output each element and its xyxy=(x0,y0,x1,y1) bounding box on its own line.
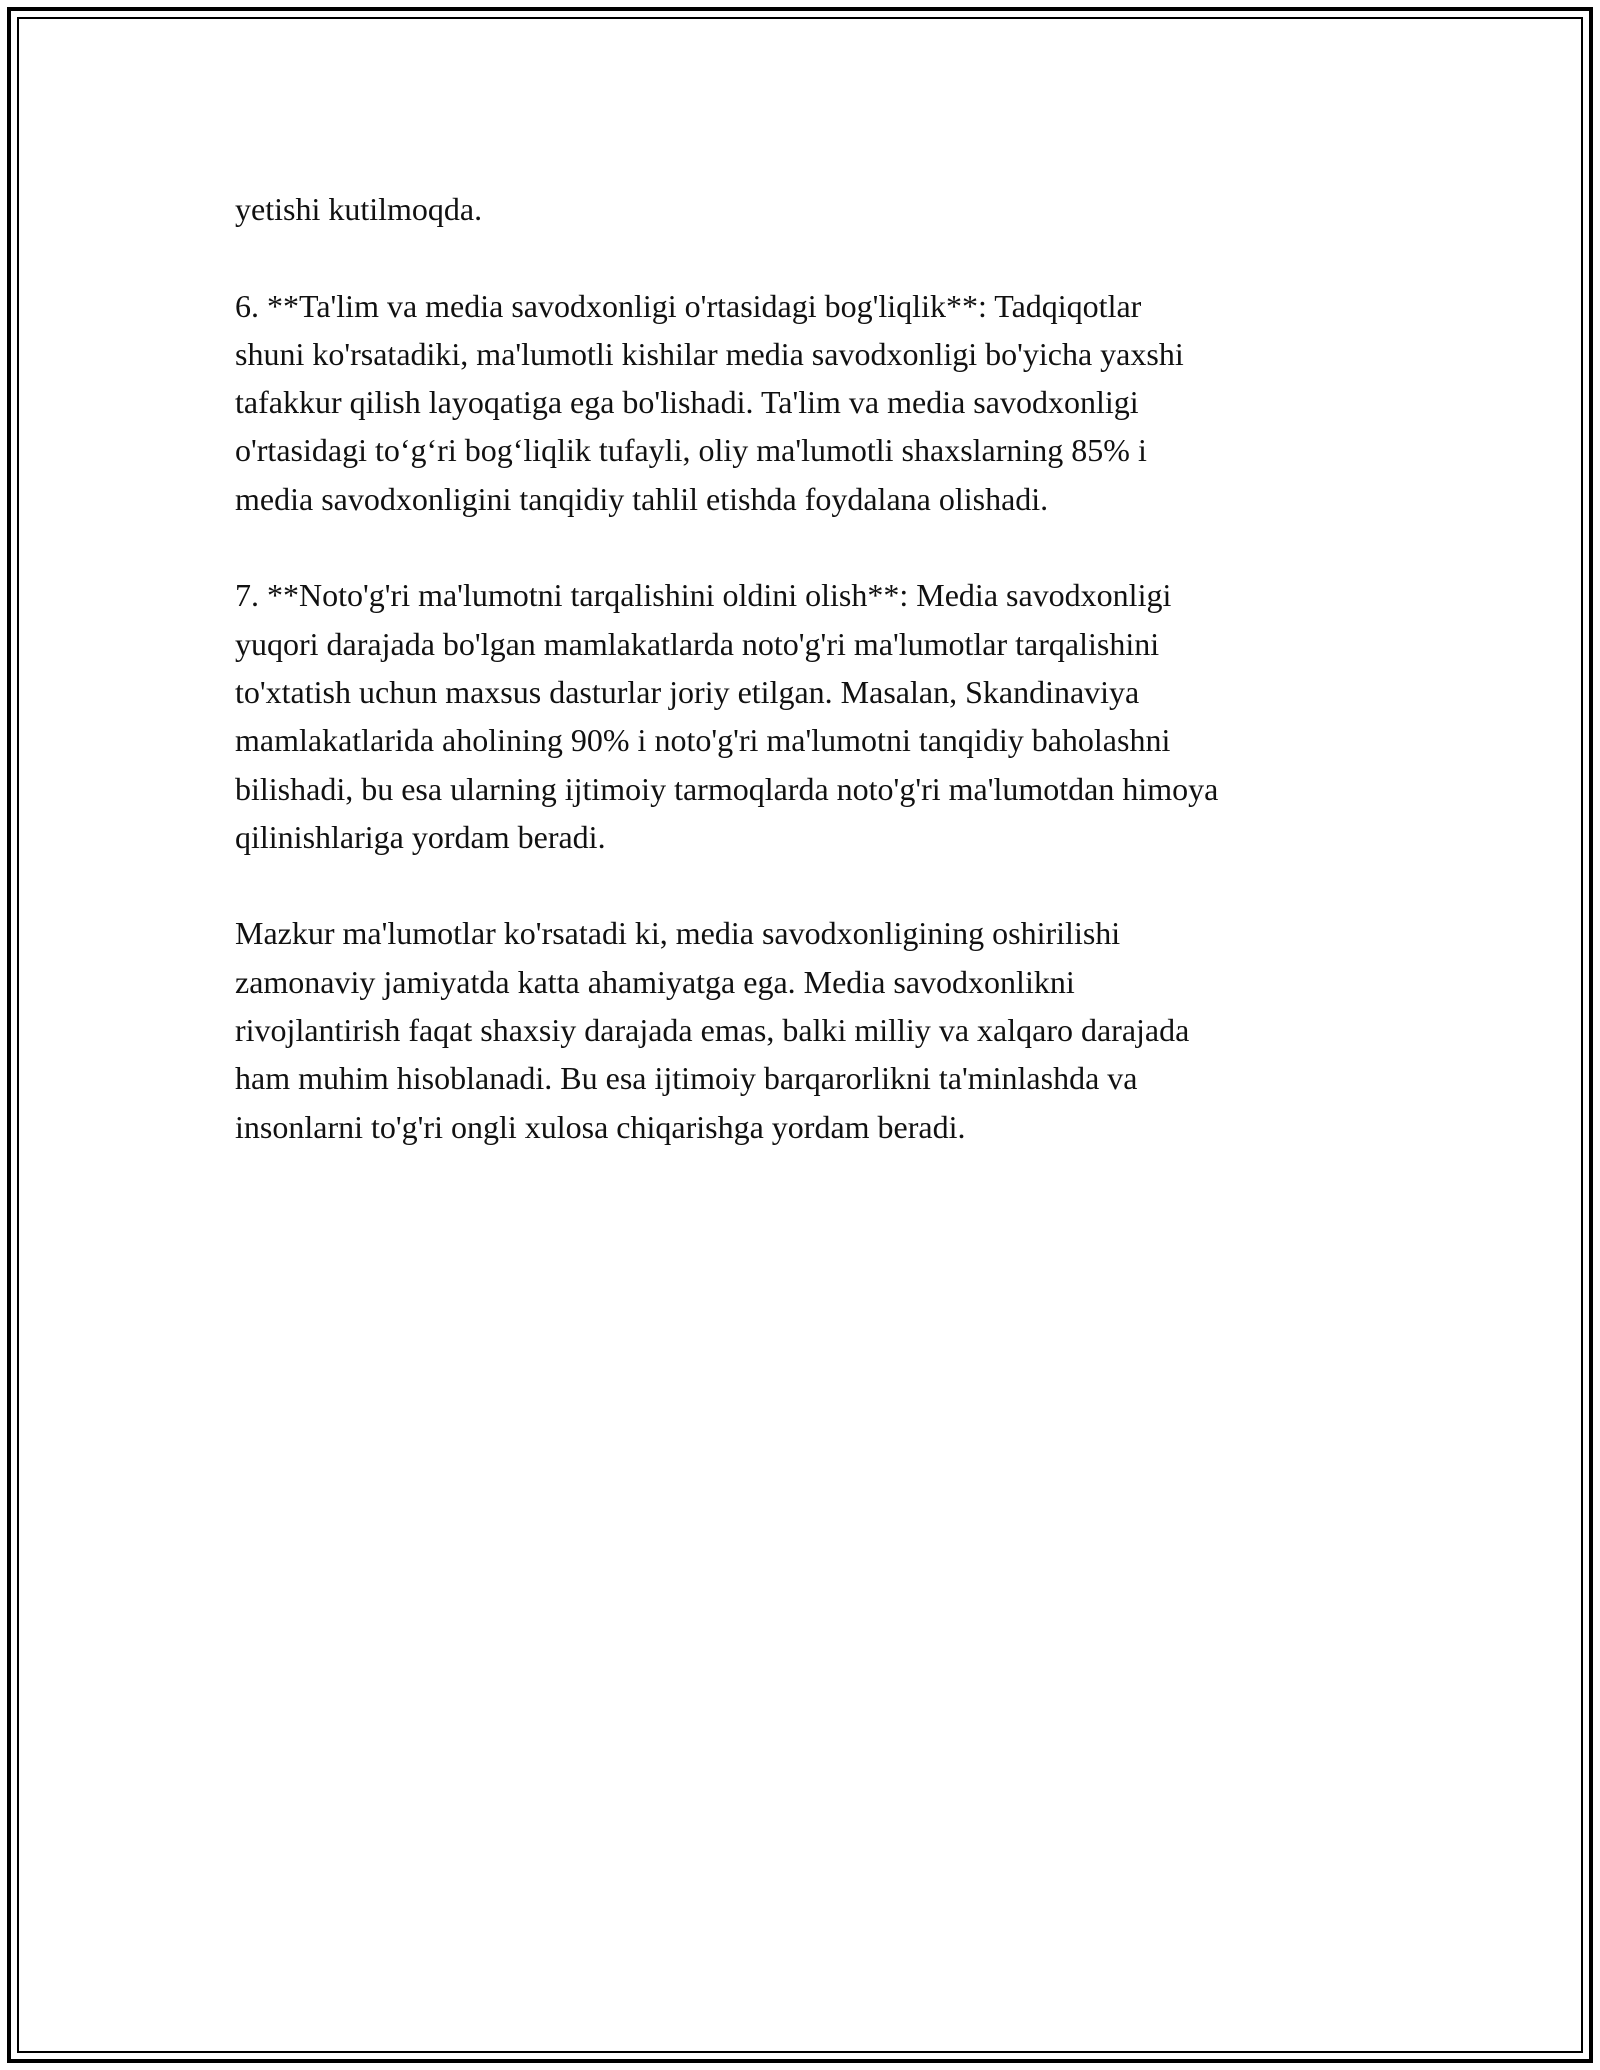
text-line: yuqori darajada bo'lgan mamlakatlarda noto'g'ri ma'lumotlar tarqalishini xyxy=(235,625,1160,662)
text-line: insonlarni to'g'ri ongli xulosa chiqarishga yordam beradi. xyxy=(235,1108,966,1145)
text-line: media savodxonligini tanqidiy tahlil etishda foydalana olishadi. xyxy=(235,480,1049,517)
text-line: zamonaviy jamiyatda katta ahamiyatga ega. Media savodxonlikni xyxy=(235,963,1075,1000)
text-line: shuni ko'rsatadiki, ma'lumotli kishilar media savodxonligi bo'yicha yaxshi xyxy=(235,335,1184,372)
text-line: o'rtasidagi to‘g‘ri bog‘liqlik tufayli, oliy ma'lumotli shaxslarning 85% i xyxy=(235,432,1147,469)
paragraph-conclusion xyxy=(235,909,1375,1150)
text-line: 6. **Ta'lim va media savodxonligi o'rtasidagi bog'liqlik**: Tadqiqotlar xyxy=(235,287,1142,324)
text-line: ham muhim hisoblanadi. Bu esa ijtimoiy barqarorlikni ta'minlashda va xyxy=(235,1060,1138,1097)
text-line: mamlakatlarida aholining 90% i noto'g'ri ma'lumotni tanqidiy baholashni xyxy=(235,722,1171,759)
text-line: bilishadi, bu esa ularning ijtimoiy tarmoqlarda noto'g'ri ma'lumotdan himoya xyxy=(235,770,1219,807)
text-line: to'xtatish uchun maxsus dasturlar joriy etilgan. Masalan, Skandinaviya xyxy=(235,673,1140,710)
text-line: 7. **Noto'g'ri ma'lumotni tarqalishini oldini olish**: Media savodxonligi xyxy=(235,577,1172,614)
document-body xyxy=(235,185,1375,1199)
text-line: yetishi kutilmoqda. xyxy=(235,191,483,227)
text-line: tafakkur qilish layoqatiga ega bo'lishadi. Ta'lim va media savodxonligi xyxy=(235,384,1139,421)
text-line: qilinishlariga yordam beradi. xyxy=(235,818,606,855)
paragraph-item-6 xyxy=(235,282,1375,523)
paragraph-item-7 xyxy=(235,571,1375,861)
text-line: Mazkur ma'lumotlar ko'rsatadi ki, media savodxonligining oshirilishi xyxy=(235,915,1121,952)
text-line: rivojlantirish faqat shaxsiy darajada emas, balki milliy va xalqaro darajada xyxy=(235,1012,1190,1049)
paragraph-continuation xyxy=(235,185,1375,233)
